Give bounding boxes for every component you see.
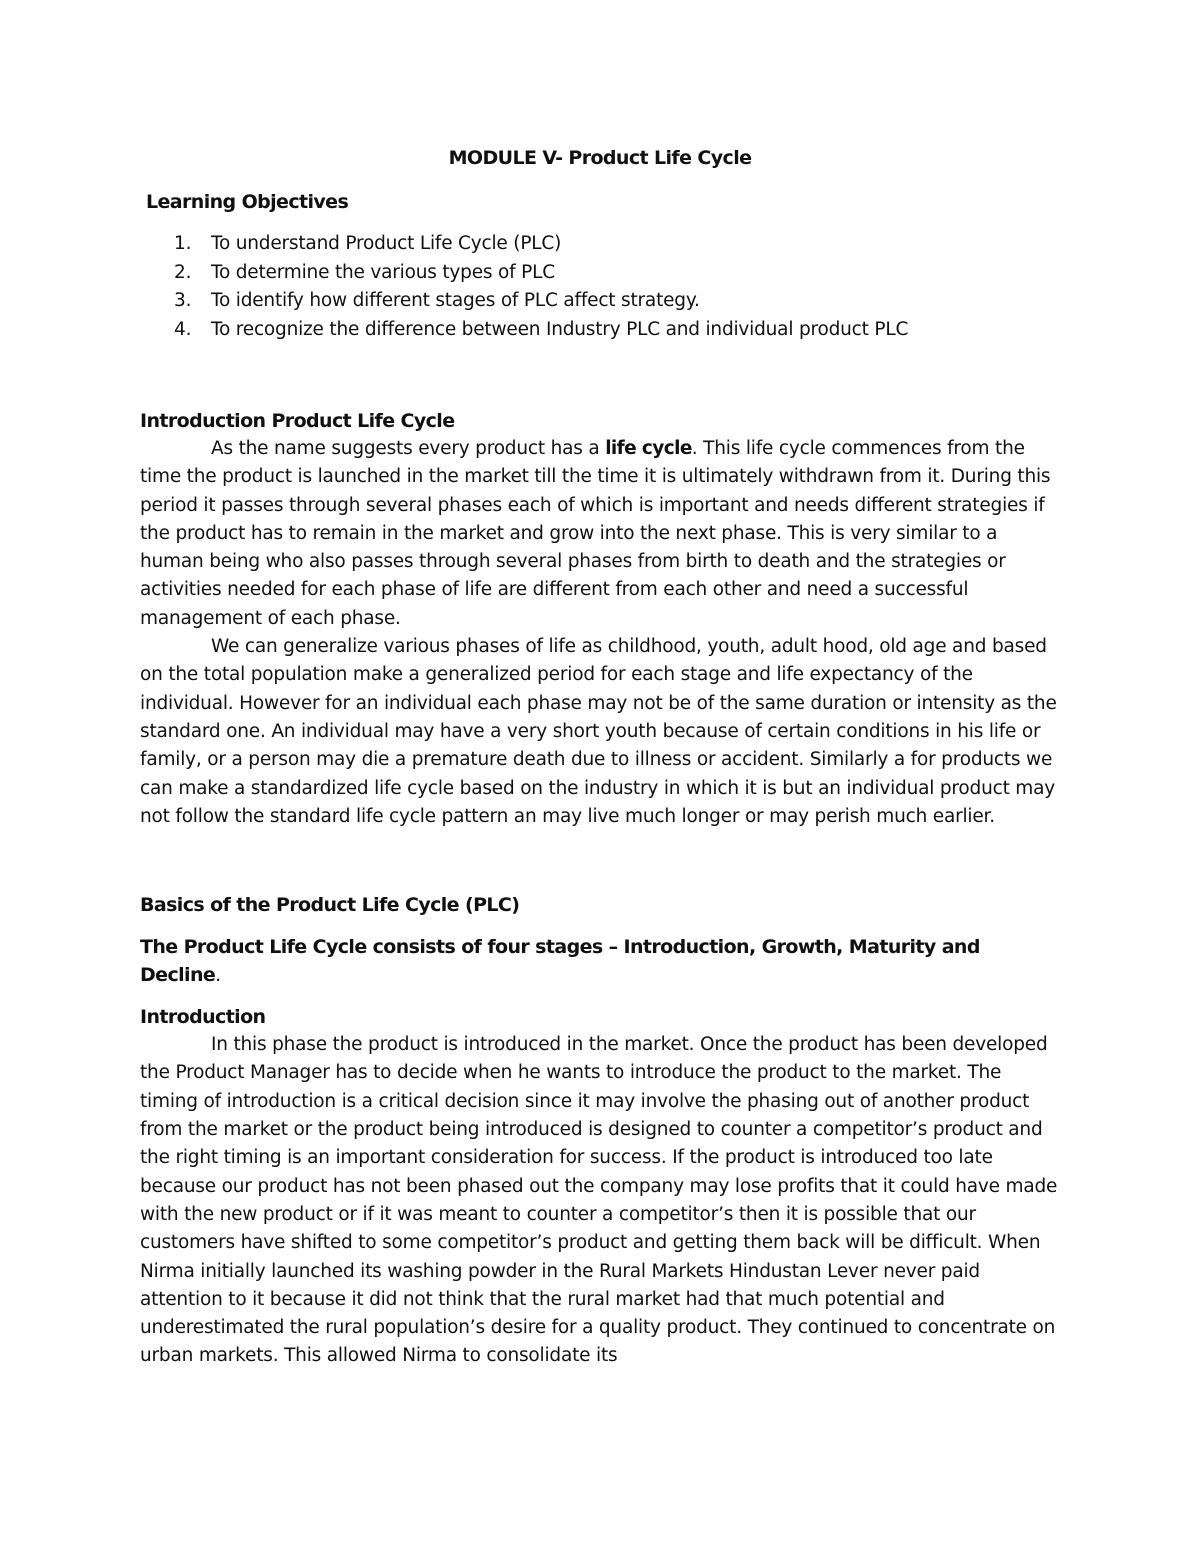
introduction-stage-heading: Introduction (140, 1006, 266, 1029)
document-content (140, 140, 1060, 1371)
list-item-number: 3. (174, 290, 192, 311)
intro-paragraph-1 (140, 435, 1060, 633)
list-item (140, 287, 1060, 316)
introduction-plc-heading: Introduction Product Life Cycle (140, 410, 455, 432)
four-stages-heading (140, 933, 1060, 989)
list-item-number: 1. (174, 233, 192, 254)
basics-plc-heading: Basics of the Product Life Cycle (PLC) (140, 894, 520, 917)
objectives-list (140, 230, 1060, 344)
four-stages-text: The Product Life Cycle consists of four stages – Introduction, Growth, Maturity and Decline (140, 936, 980, 987)
list-item-text: To determine the various types of PLC (211, 261, 555, 283)
list-item-number: 4. (174, 318, 192, 340)
intro-paragraph-1-start: As the name suggests every product has a (211, 438, 606, 459)
list-item (140, 230, 1060, 259)
life-cycle-term: life cycle (605, 438, 692, 459)
list-item-text: To identify how different stages of PLC affect strategy. (211, 290, 700, 311)
four-stages-period: . (215, 964, 221, 987)
intro-paragraph-2: We can generalize various phases of life as childhood, youth, adult hood, old age and based on the total population make a generalized period for each stage and life expectancy of the individual. However for an individual each phase may not be of the same duration or intensity as the standard one. An individual may have a very short youth because of certain conditions in his life or family, or a person may die a premature death due to illness or accident. Similarly a for products we can make a standardized life cycle based on the industry in which it is but an individual product may not follow the standard life cycle pattern an may live much longer or may perish much earlier. (140, 636, 1057, 827)
list-item-number: 2. (174, 261, 192, 283)
introduction-stage-paragraph: In this phase the product is introduced in the market. Once the product has been developed the Product Manager has to decide when he wants to introduce the product to the market. The timing of introduction is a critical decision since it may involve the phasing out of another product from the market or the product being introduced is designed to counter a competitor’s product and the right timing is an important consideration for success. If the product is introduced too late because our product has not been phased out the company may lose profits that it could have made with the new product or if it was meant to counter a competitor’s then it is possible that our customers have shifted to some competitor’s product and getting them back will be difficult. When Nirma initially launched its washing powder in the Rural Markets Hindustan Lever never paid attention to it because it did not think that the rural market had that much potential and underestimated the rural population’s desire for a quality product. They continued to concentrate on urban markets. This allowed Nirma to consolidate its (140, 1034, 1058, 1367)
list-item-text: To recognize the difference between Industry PLC and individual product PLC (211, 318, 909, 340)
list-item (140, 316, 1060, 345)
document-title: MODULE V- Product Life Cycle (448, 147, 752, 169)
list-item-text: To understand Product Life Cycle (PLC) (211, 233, 562, 254)
intro-paragraph-1-rest: . This life cycle commences from the time the product is launched in the market till the time it is ultimately withdrawn from it. During this period it passes through several phases each of which is important and needs different strategies if the product has to remain in the market and grow into the next phase. This is very similar to a human being who also passes through several phases from birth to death and the strategies or activities needed for each phase of life are different from each other and need a successful management of each phase. (140, 438, 1051, 629)
learning-objectives-heading: Learning Objectives (146, 191, 349, 213)
list-item (140, 259, 1060, 288)
